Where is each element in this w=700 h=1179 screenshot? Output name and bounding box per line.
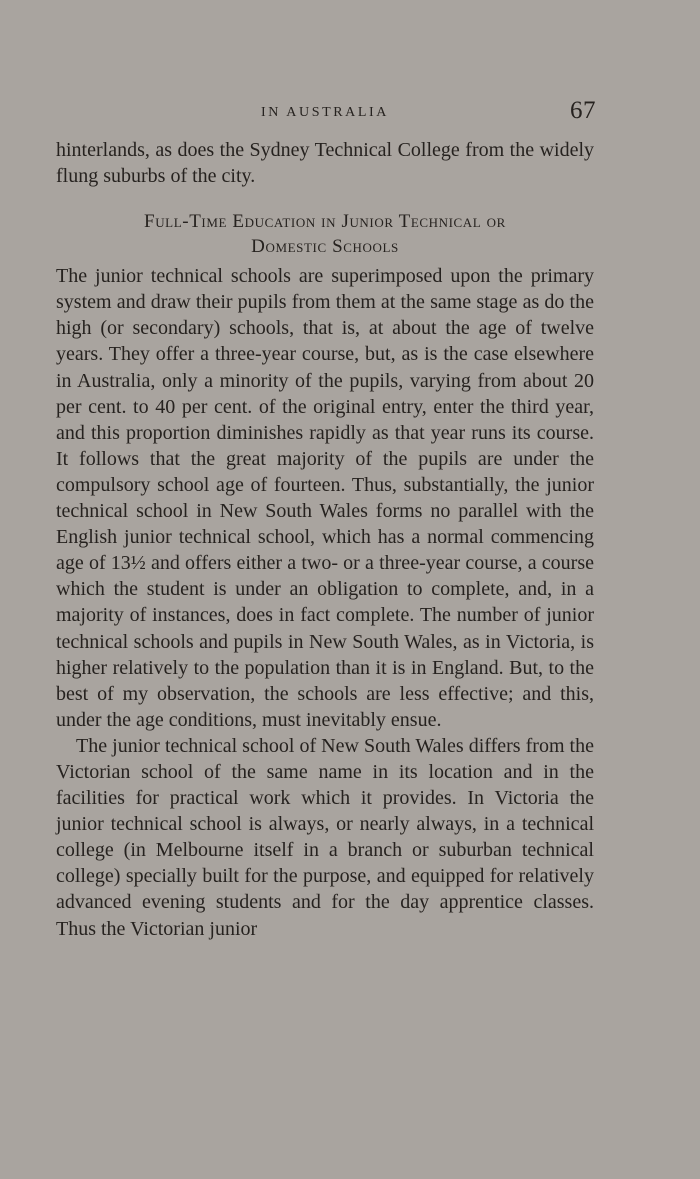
running-title: IN AUSTRALIA: [260, 105, 390, 120]
page-content: [56, 95, 594, 942]
body-paragraph: The junior technical school of New South Wales differs from the Victorian school of the same name in its location and in the facilities for practical work which it provides. In Victoria the junior technical school is always, or nearly always, in a technical college (in Melbourne itself in a branch or suburban technical college) specially built for the purpose, and equipped for relatively advanced evening students and for the day apprentice classes. Thus the Victorian junior: [56, 734, 594, 940]
section-heading: [56, 209, 594, 259]
running-head: [56, 95, 594, 135]
page-number: 67: [570, 97, 596, 124]
section-heading-line-2: Domestic Schools: [251, 236, 399, 258]
section-heading-line-1: Full-Time Education in Junior Technical or: [144, 211, 506, 233]
body-paragraph: The junior technical schools are superimposed upon the primary system and draw their pupils from them at the same stage as do the high (or secondary) schools, that is, at about the age of twelve years. They offer a three-year course, but, as is the case elsewhere in Australia, only a minority of the pupils, varying from about 20 per cent. to 40 per cent. of the original entry, enter the third year, and this proportion diminishes rapidly as that year runs its course. It follows that the great majority of the pupils are under the compulsory school age of fourteen. Thus, substantially, the junior technical school in New South Wales forms no parallel with the English junior technical school, which has a normal commencing age of 13½ and offers either a two- or a three-year course, a course which the student is under an obligation to complete, and, in a majority of instances, does in fact complete. The number of junior technical schools and pupils in New South Wales, as in Victoria, is higher relatively to the population than it is in England. But, to the best of my observation, the schools are less effective; and this, under the age conditions, must inevitably ensue.: [56, 265, 594, 731]
continued-paragraph: hinterlands, as does the Sydney Technical College from the widely flung suburbs of the city.: [56, 139, 594, 188]
